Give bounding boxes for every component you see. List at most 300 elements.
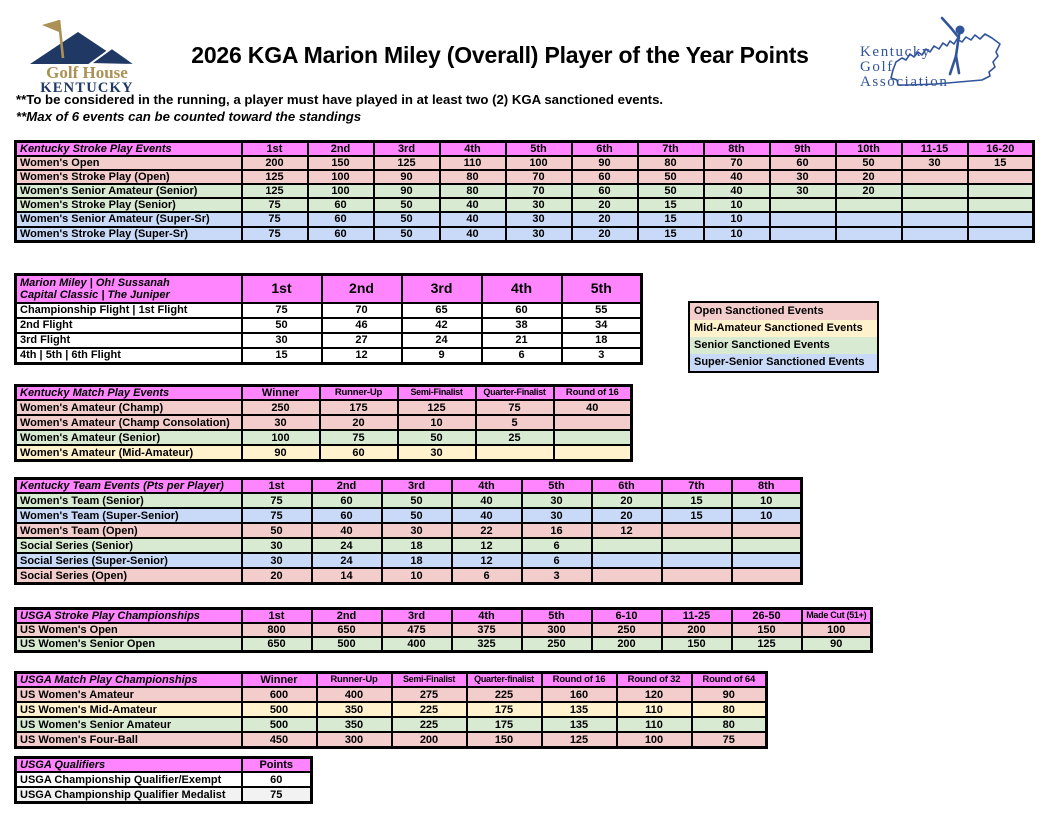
points-cell: 450 — [242, 732, 317, 748]
points-cell: 30 — [242, 538, 312, 553]
points-cell: 60 — [242, 772, 312, 787]
golfer-icon — [942, 18, 965, 74]
points-cell: 15 — [638, 212, 704, 226]
points-cell: 30 — [242, 553, 312, 568]
row-label: USGA Championship Qualifier/Exempt — [16, 772, 242, 787]
points-cell — [732, 568, 802, 584]
points-table — [14, 140, 1035, 243]
row-label: Women's Senior Amateur (Super-Sr) — [16, 212, 242, 226]
table-row — [16, 303, 642, 318]
points-cell: 100 — [242, 430, 320, 445]
points-cell: 12 — [592, 523, 662, 538]
table-row — [16, 227, 1034, 242]
points-cell: 80 — [692, 717, 767, 732]
points-cell: 50 — [382, 508, 452, 523]
table-row — [16, 184, 1034, 198]
column-header: 3rd — [382, 609, 452, 624]
column-header: 4th — [440, 142, 506, 157]
points-cell: 10 — [382, 568, 452, 584]
points-cell: 30 — [242, 415, 320, 430]
max-events-note: **Max of 6 events can be counted toward the standings — [16, 108, 362, 124]
points-cell: 110 — [617, 717, 692, 732]
column-header: Runner-Up — [317, 673, 392, 688]
points-cell: 30 — [506, 227, 572, 242]
points-cell: 30 — [770, 170, 836, 184]
points-cell: 18 — [382, 553, 452, 568]
points-cell — [902, 170, 968, 184]
points-cell — [836, 227, 902, 242]
points-cell: 160 — [542, 687, 617, 702]
points-cell: 40 — [312, 523, 382, 538]
points-cell: 250 — [522, 637, 592, 652]
points-cell: 34 — [562, 318, 642, 333]
column-header: 3rd — [402, 275, 482, 304]
points-cell: 15 — [242, 348, 322, 364]
points-cell: 325 — [452, 637, 522, 652]
points-table — [14, 671, 768, 749]
points-cell: 225 — [392, 702, 467, 717]
points-cell: 6 — [522, 538, 592, 553]
table-usga-match-play-championships — [14, 671, 768, 749]
points-cell: 50 — [374, 198, 440, 212]
column-header: Semi-Finalist — [398, 386, 476, 401]
points-cell — [968, 198, 1034, 212]
points-cell: 75 — [242, 212, 308, 226]
points-cell: 20 — [242, 568, 312, 584]
points-cell — [554, 415, 632, 430]
row-label: US Women's Amateur — [16, 687, 242, 702]
points-cell: 40 — [452, 493, 522, 508]
points-cell — [902, 184, 968, 198]
points-cell: 50 — [638, 184, 704, 198]
column-header: 5th — [522, 479, 592, 494]
points-cell: 60 — [312, 508, 382, 523]
column-header: 6th — [572, 142, 638, 157]
kga-text-kentucky: Kentucky — [860, 44, 932, 60]
points-cell: 10 — [704, 227, 770, 242]
column-header: 5th — [562, 275, 642, 304]
points-cell: 500 — [242, 702, 317, 717]
table-title: Marion Miley | Oh! Sussanah Capital Classic | The Juniper — [16, 275, 242, 304]
column-header: Round of 64 — [692, 673, 767, 688]
row-label: Women's Amateur (Champ Consolation) — [16, 415, 242, 430]
table-row — [16, 170, 1034, 184]
points-cell: 225 — [467, 687, 542, 702]
table-row — [16, 156, 1034, 170]
table-kentucky-match-play-events — [14, 384, 633, 462]
page-title: 2026 KGA Marion Miley (Overall) Player of the Year Points — [191, 42, 809, 68]
points-cell — [968, 212, 1034, 226]
points-cell: 25 — [476, 430, 554, 445]
column-header: 6-10 — [592, 609, 662, 624]
points-cell: 250 — [242, 400, 320, 415]
table-kentucky-team-events — [14, 477, 803, 585]
points-cell — [592, 538, 662, 553]
table-row — [16, 772, 312, 787]
points-cell: 30 — [382, 523, 452, 538]
column-header: Semi-Finalist — [392, 673, 467, 688]
points-cell: 300 — [317, 732, 392, 748]
points-cell: 300 — [522, 623, 592, 637]
column-header: 1st — [242, 479, 312, 494]
points-cell: 100 — [308, 170, 374, 184]
column-header: 1st — [242, 609, 312, 624]
points-cell: 5 — [476, 415, 554, 430]
points-cell: 60 — [320, 445, 398, 461]
points-cell — [662, 538, 732, 553]
column-header: Round of 16 — [554, 386, 632, 401]
table-row — [16, 333, 642, 348]
points-cell: 200 — [392, 732, 467, 748]
table-row — [16, 637, 872, 652]
points-cell: 50 — [398, 430, 476, 445]
points-cell: 30 — [522, 508, 592, 523]
points-cell: 75 — [242, 198, 308, 212]
points-cell: 75 — [692, 732, 767, 748]
points-cell: 70 — [506, 184, 572, 198]
points-cell: 21 — [482, 333, 562, 348]
points-cell — [902, 198, 968, 212]
points-cell: 12 — [322, 348, 402, 364]
points-cell: 65 — [402, 303, 482, 318]
table-row — [16, 702, 767, 717]
points-cell: 40 — [452, 508, 522, 523]
points-cell — [770, 212, 836, 226]
points-cell: 650 — [312, 623, 382, 637]
points-cell: 40 — [704, 184, 770, 198]
column-header: 2nd — [322, 275, 402, 304]
kentucky-text: KENTUCKY — [40, 80, 134, 94]
table-row — [16, 415, 632, 430]
table-marion-miley-flights — [14, 273, 643, 365]
points-cell: 175 — [320, 400, 398, 415]
table-title: Kentucky Stroke Play Events — [16, 142, 242, 157]
column-header: 4th — [452, 479, 522, 494]
points-cell — [770, 227, 836, 242]
table-row — [16, 568, 802, 584]
column-header: 8th — [704, 142, 770, 157]
column-header: 7th — [662, 479, 732, 494]
column-header: 16-20 — [968, 142, 1034, 157]
kga-text-golf: Golf — [860, 59, 894, 75]
points-cell: 30 — [506, 212, 572, 226]
row-label: 4th | 5th | 6th Flight — [16, 348, 242, 364]
sanctioned-events-legend — [688, 301, 879, 373]
column-header: 2nd — [308, 142, 374, 157]
points-table — [14, 477, 803, 585]
points-cell: 250 — [592, 623, 662, 637]
points-cell: 3 — [562, 348, 642, 364]
table-row — [16, 787, 312, 803]
points-cell — [968, 184, 1034, 198]
points-cell — [732, 553, 802, 568]
points-cell: 42 — [402, 318, 482, 333]
column-header: 11-15 — [902, 142, 968, 157]
column-header: Quarter-finalist — [467, 673, 542, 688]
table-row — [16, 508, 802, 523]
points-cell: 50 — [836, 156, 902, 170]
points-cell: 350 — [317, 717, 392, 732]
table-row — [16, 717, 767, 732]
points-cell: 80 — [692, 702, 767, 717]
row-label: Women's Amateur (Senior) — [16, 430, 242, 445]
points-cell: 75 — [242, 493, 312, 508]
points-cell: 30 — [770, 184, 836, 198]
points-cell: 200 — [592, 637, 662, 652]
points-cell — [902, 227, 968, 242]
row-label: Women's Open — [16, 156, 242, 170]
points-cell: 10 — [732, 508, 802, 523]
column-header: 11-25 — [662, 609, 732, 624]
points-cell: 90 — [374, 170, 440, 184]
golf-house-text: Golf House — [46, 63, 128, 82]
points-cell: 40 — [704, 170, 770, 184]
points-cell: 40 — [554, 400, 632, 415]
points-cell: 30 — [522, 493, 592, 508]
golf-house-kentucky-logo — [28, 12, 146, 94]
points-cell — [770, 198, 836, 212]
points-cell: 15 — [638, 198, 704, 212]
row-label: 2nd Flight — [16, 318, 242, 333]
row-label: Women's Senior Amateur (Senior) — [16, 184, 242, 198]
points-cell: 100 — [308, 184, 374, 198]
points-cell: 10 — [704, 212, 770, 226]
points-cell — [662, 553, 732, 568]
points-cell: 3 — [522, 568, 592, 584]
column-header: 4th — [452, 609, 522, 624]
points-cell: 120 — [617, 687, 692, 702]
table-row — [16, 212, 1034, 226]
column-header: 5th — [506, 142, 572, 157]
table-row — [16, 430, 632, 445]
row-label: Women's Stroke Play (Super-Sr) — [16, 227, 242, 242]
row-label: 3rd Flight — [16, 333, 242, 348]
points-cell: 125 — [732, 637, 802, 652]
points-cell — [592, 568, 662, 584]
points-cell: 350 — [317, 702, 392, 717]
row-label: Championship Flight | 1st Flight — [16, 303, 242, 318]
points-cell: 18 — [382, 538, 452, 553]
row-label: US Women's Senior Amateur — [16, 717, 242, 732]
points-cell: 30 — [902, 156, 968, 170]
points-cell: 24 — [312, 553, 382, 568]
column-header: 3rd — [382, 479, 452, 494]
eligibility-note: **To be considered in the running, a player must have played in at least two (2) KGA sanctioned events. — [16, 92, 664, 107]
points-cell: 175 — [467, 717, 542, 732]
points-cell: 22 — [452, 523, 522, 538]
row-label: Social Series (Super-Senior) — [16, 553, 242, 568]
points-cell: 15 — [638, 227, 704, 242]
points-cell: 75 — [242, 227, 308, 242]
points-cell: 75 — [242, 787, 312, 803]
points-cell: 125 — [242, 170, 308, 184]
points-table — [14, 756, 313, 804]
column-header: Made Cut (51+) — [802, 609, 872, 624]
points-cell: 12 — [452, 553, 522, 568]
column-header: 1st — [242, 275, 322, 304]
legend-item: Senior Sanctioned Events — [690, 337, 877, 354]
column-header: 6th — [592, 479, 662, 494]
points-cell: 90 — [242, 445, 320, 461]
points-cell: 125 — [242, 184, 308, 198]
points-cell: 14 — [312, 568, 382, 584]
points-cell: 100 — [506, 156, 572, 170]
points-cell: 60 — [308, 198, 374, 212]
points-cell: 60 — [308, 227, 374, 242]
points-cell — [592, 553, 662, 568]
points-cell — [662, 523, 732, 538]
table-row — [16, 538, 802, 553]
points-cell: 16 — [522, 523, 592, 538]
points-cell — [554, 430, 632, 445]
table-row — [16, 400, 632, 415]
points-cell: 6 — [452, 568, 522, 584]
column-header: 9th — [770, 142, 836, 157]
points-cell: 6 — [522, 553, 592, 568]
points-cell: 75 — [242, 303, 322, 318]
points-cell — [554, 445, 632, 461]
points-cell: 200 — [662, 623, 732, 637]
column-header: Round of 16 — [542, 673, 617, 688]
row-label: US Women's Senior Open — [16, 637, 242, 652]
column-header: 4th — [482, 275, 562, 304]
points-cell: 135 — [542, 702, 617, 717]
points-cell: 650 — [242, 637, 312, 652]
points-cell: 15 — [662, 508, 732, 523]
row-label: Women's Stroke Play (Open) — [16, 170, 242, 184]
points-cell: 70 — [322, 303, 402, 318]
table-row — [16, 318, 642, 333]
points-cell: 55 — [562, 303, 642, 318]
points-cell: 400 — [382, 637, 452, 652]
points-cell: 20 — [572, 198, 638, 212]
table-row — [16, 348, 642, 364]
points-cell: 60 — [312, 493, 382, 508]
points-cell: 475 — [382, 623, 452, 637]
legend-item: Open Sanctioned Events — [690, 303, 877, 320]
points-cell: 40 — [440, 212, 506, 226]
row-label: US Women's Open — [16, 623, 242, 637]
points-cell: 60 — [572, 170, 638, 184]
points-cell: 400 — [317, 687, 392, 702]
points-cell: 110 — [617, 702, 692, 717]
points-cell: 40 — [440, 227, 506, 242]
points-cell: 75 — [320, 430, 398, 445]
table-title: Kentucky Match Play Events — [16, 386, 242, 401]
points-table — [14, 607, 873, 653]
row-label: US Women's Mid-Amateur — [16, 702, 242, 717]
points-cell: 20 — [320, 415, 398, 430]
column-header: 26-50 — [732, 609, 802, 624]
points-cell: 20 — [836, 170, 902, 184]
table-row — [16, 732, 767, 748]
row-label: Women's Amateur (Champ) — [16, 400, 242, 415]
points-cell: 200 — [242, 156, 308, 170]
table-row — [16, 553, 802, 568]
column-header: 10th — [836, 142, 902, 157]
points-cell: 30 — [398, 445, 476, 461]
column-header: 7th — [638, 142, 704, 157]
column-header: 1st — [242, 142, 308, 157]
table-row — [16, 493, 802, 508]
points-cell: 50 — [242, 523, 312, 538]
points-cell: 12 — [452, 538, 522, 553]
row-label: Social Series (Open) — [16, 568, 242, 584]
kentucky-golf-association-logo — [846, 8, 1008, 112]
points-cell: 10 — [704, 198, 770, 212]
points-cell: 125 — [542, 732, 617, 748]
points-cell: 80 — [440, 184, 506, 198]
table-usga-qualifiers — [14, 756, 313, 804]
points-cell: 100 — [617, 732, 692, 748]
row-label: Women's Amateur (Mid-Amateur) — [16, 445, 242, 461]
points-cell — [836, 198, 902, 212]
points-cell: 10 — [732, 493, 802, 508]
row-label: Social Series (Senior) — [16, 538, 242, 553]
points-cell: 90 — [374, 184, 440, 198]
table-row — [16, 198, 1034, 212]
points-cell: 60 — [572, 184, 638, 198]
column-header: Winner — [242, 673, 317, 688]
points-cell: 50 — [638, 170, 704, 184]
points-cell: 150 — [732, 623, 802, 637]
points-cell: 75 — [242, 508, 312, 523]
notes-block — [16, 92, 663, 125]
column-header: Quarter-Finalist — [476, 386, 554, 401]
legend-item: Super-Senior Sanctioned Events — [690, 354, 877, 371]
row-label: Women's Team (Senior) — [16, 493, 242, 508]
table-title: Kentucky Team Events (Pts per Player) — [16, 479, 242, 494]
column-header: 2nd — [312, 609, 382, 624]
kga-text-association: Association — [860, 74, 949, 90]
points-cell: 800 — [242, 623, 312, 637]
points-cell: 9 — [402, 348, 482, 364]
points-cell: 600 — [242, 687, 317, 702]
table-title: USGA Qualifiers — [16, 758, 242, 773]
points-cell: 175 — [467, 702, 542, 717]
points-cell: 15 — [968, 156, 1034, 170]
points-cell: 150 — [467, 732, 542, 748]
row-label: Women's Team (Super-Senior) — [16, 508, 242, 523]
points-cell: 500 — [312, 637, 382, 652]
points-cell: 20 — [572, 227, 638, 242]
points-cell: 135 — [542, 717, 617, 732]
table-kentucky-stroke-play-events — [14, 140, 1035, 243]
table-row — [16, 523, 802, 538]
row-label: Women's Team (Open) — [16, 523, 242, 538]
points-cell: 20 — [592, 493, 662, 508]
points-cell — [836, 212, 902, 226]
points-cell: 80 — [440, 170, 506, 184]
points-cell: 90 — [572, 156, 638, 170]
table-row — [16, 687, 767, 702]
points-cell: 18 — [562, 333, 642, 348]
points-cell — [476, 445, 554, 461]
column-header: Round of 32 — [617, 673, 692, 688]
points-cell — [662, 568, 732, 584]
table-usga-stroke-play-championships — [14, 607, 873, 653]
points-cell: 46 — [322, 318, 402, 333]
points-cell — [968, 227, 1034, 242]
flag-icon — [42, 20, 59, 32]
points-cell: 24 — [312, 538, 382, 553]
points-cell: 60 — [308, 212, 374, 226]
table-row — [16, 445, 632, 461]
points-cell: 60 — [482, 303, 562, 318]
points-cell: 90 — [802, 637, 872, 652]
points-cell: 20 — [592, 508, 662, 523]
table-title: USGA Match Play Championships — [16, 673, 242, 688]
